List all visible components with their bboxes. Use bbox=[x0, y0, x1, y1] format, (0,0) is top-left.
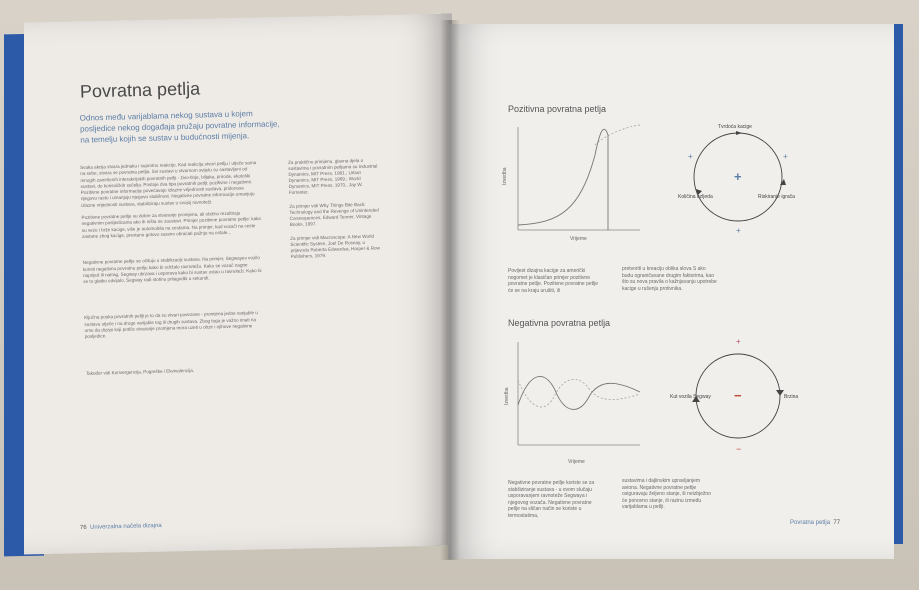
page-title: Povratna petlja bbox=[79, 78, 201, 102]
paragraph: Pozitivne povratne petlje su dobre za stvaranje promjena, ali obično rezultiraju negativnim posljedicama ako ih ništa ne zaustavi. Primjer pozitivne povratne petlje: kako su veće i brže kacige, više je automobila na cestama. Na primjer, kad vozači na ceste zastane zbog kacige, prestanu gotovo sasvim obraćati pažnju na ostale... bbox=[81, 210, 262, 239]
body-column bbox=[80, 160, 266, 383]
growth-curve bbox=[518, 129, 608, 230]
center-sign: − bbox=[734, 388, 742, 403]
sign: + bbox=[736, 337, 741, 346]
sign: − bbox=[736, 444, 742, 454]
x-axis-label: Vrijeme bbox=[568, 459, 585, 465]
oscillation-curve bbox=[518, 376, 640, 409]
oscillation-curve-dashed bbox=[518, 379, 640, 407]
book-title: Univerzalna načela dizajna bbox=[89, 522, 162, 531]
y-axis-label: Izvedba bbox=[502, 167, 508, 185]
paragraph: Svaka akcija stvara jednaku i suprotnu reakciju. Kad reakcija stvori petlju i utječe sama na sebe, stvara se povratna petlja. Svi sustavi u stvarnom svijetu su sastavljeni od mnogih zamršenih interakcijskih povratnih petlji - živo-tinje, biljaka, prirode, ekološki sustavi, do korisničkih sučelja. Postoje dva tipa povratnih petlji: pozitivne i negativne. Pozitivne povratne informacije povećavaju izlazne vrijednosti sustava, pridonose njegovu rastu i umanjuju njegovu stabilnost. Negativne povratne informacije umanjuju izlazne vrijednosti sustava, stabiliziraju sustav u svojoj ravnoteži. bbox=[80, 160, 257, 208]
page-number: 76 bbox=[79, 524, 87, 532]
s-curve-dashed bbox=[595, 125, 640, 145]
right-folio bbox=[790, 520, 840, 526]
sign: + bbox=[736, 226, 741, 235]
y-axis-label: Izvedba bbox=[504, 387, 510, 405]
footnote: Za praktičnu primjenu, glavna djela o sustavima i povratnim petljama su Industrial Dynamics, MIT Press, 1961.; Urban Dynamics, MIT Press, 1969.; World Dynamics, MIT Press, 1970., Jay W. Forrester. bbox=[288, 157, 378, 195]
footnotes bbox=[288, 157, 381, 267]
positive-caption-left: Povijest dizajna kacige za američki nogomet je klasičan primjer pozitivne povratne petlje. Pozitivne povratne petlje će se na kraju urušiti, ili bbox=[508, 268, 599, 294]
node-label: Tvrdoća kacige bbox=[718, 124, 752, 130]
node-label: Riskiranje igrača bbox=[758, 194, 795, 200]
arrow bbox=[780, 179, 786, 185]
paragraph: Ključna pouka povratnih petlji je to da su stvari povezane - promjena jedne varijable u sustavu utječe i na druge varijable tog ili drugih sustava. Zbog toga je važno imati na umu da dizajn koji potiče stvaranje promjena mora uzeti u obzir i njihove negativne posljedice. bbox=[84, 310, 258, 340]
arrow bbox=[776, 390, 784, 396]
node-label: Količina ozljeda bbox=[678, 194, 713, 200]
node-label: Kut vozila Segway bbox=[670, 394, 711, 400]
sign: + bbox=[783, 152, 788, 161]
see-also: Također vidi Konvergencija, Pogreške i Ekvivalencija. bbox=[85, 367, 195, 376]
page-number: 77 bbox=[833, 520, 841, 526]
footnote: Za primjer vidi Why Things Bite Back: Technology and the Revenge of Unintended Consequences, Edward Tenner, Vintage Books, 1997. bbox=[289, 201, 379, 227]
negative-loop-figure bbox=[500, 330, 880, 470]
book-spine bbox=[440, 20, 460, 560]
chapter-title: Povratna petlja bbox=[790, 520, 831, 526]
positive-caption-right: pretvoriti u kreaciju oblika slova S ako budu ograničavane drugim faktorima, kao što su nova pravila o kažnjavanju upotrebe kacige u rušenju protivnika. bbox=[622, 266, 717, 292]
node-label: Brzina bbox=[784, 394, 799, 400]
negative-loop-title: Negativna povratna petlja bbox=[508, 318, 611, 328]
arrow bbox=[736, 131, 742, 135]
negative-caption-right: sustavima i dajlinskim upravljanjem aviona. Negativne povratne petlje osiguravaju željeno stanje, ili neizbježno će ponovno stanje, ili razinu između varijablama u petlji. bbox=[622, 478, 711, 511]
intro-text: Odnos među varijablama nekog sustava u kojem posljedice nekog događaja pružaju povratne informacije, na temelju kojih se sustav u budućnosti mijenja. bbox=[79, 109, 280, 145]
footnote: Za primjer vidi Macroscope: A New World Scientific System, Joel De Rosnay, u prijevodu Roberta Edwardsa, Harper & Row Publishers, 1979. bbox=[290, 233, 380, 259]
paragraph: Negativne povratne petlje se očituju u stabilizaciji sustava. Na primjer, Segwayev vozilo koristi negativnu povratnu petlju kako bi održalo ravnotežu. Kako se vozač nagne naprijed ili natrag, Segway ubrzava i usporava kako bi sustav ostao u ravnoteži. Kako bi se to glatko odvijalo, Segway radi stotinu prilagodbi u sekundi. bbox=[82, 255, 262, 285]
sign: + bbox=[688, 152, 693, 161]
negative-caption-left: Negativne povratne petlje koriste se za stabiliziranje sustava - u ovom slučaju usporavanjem ravnoteže Segwaya i njegovog vozača. Negativne povratne petlje na sličan način se koriste u termostatima, bbox=[508, 480, 595, 519]
x-axis-label: Vrijeme bbox=[570, 236, 587, 242]
positive-loop-title: Pozitivna povratna petlja bbox=[508, 104, 607, 114]
center-sign: + bbox=[734, 169, 742, 184]
